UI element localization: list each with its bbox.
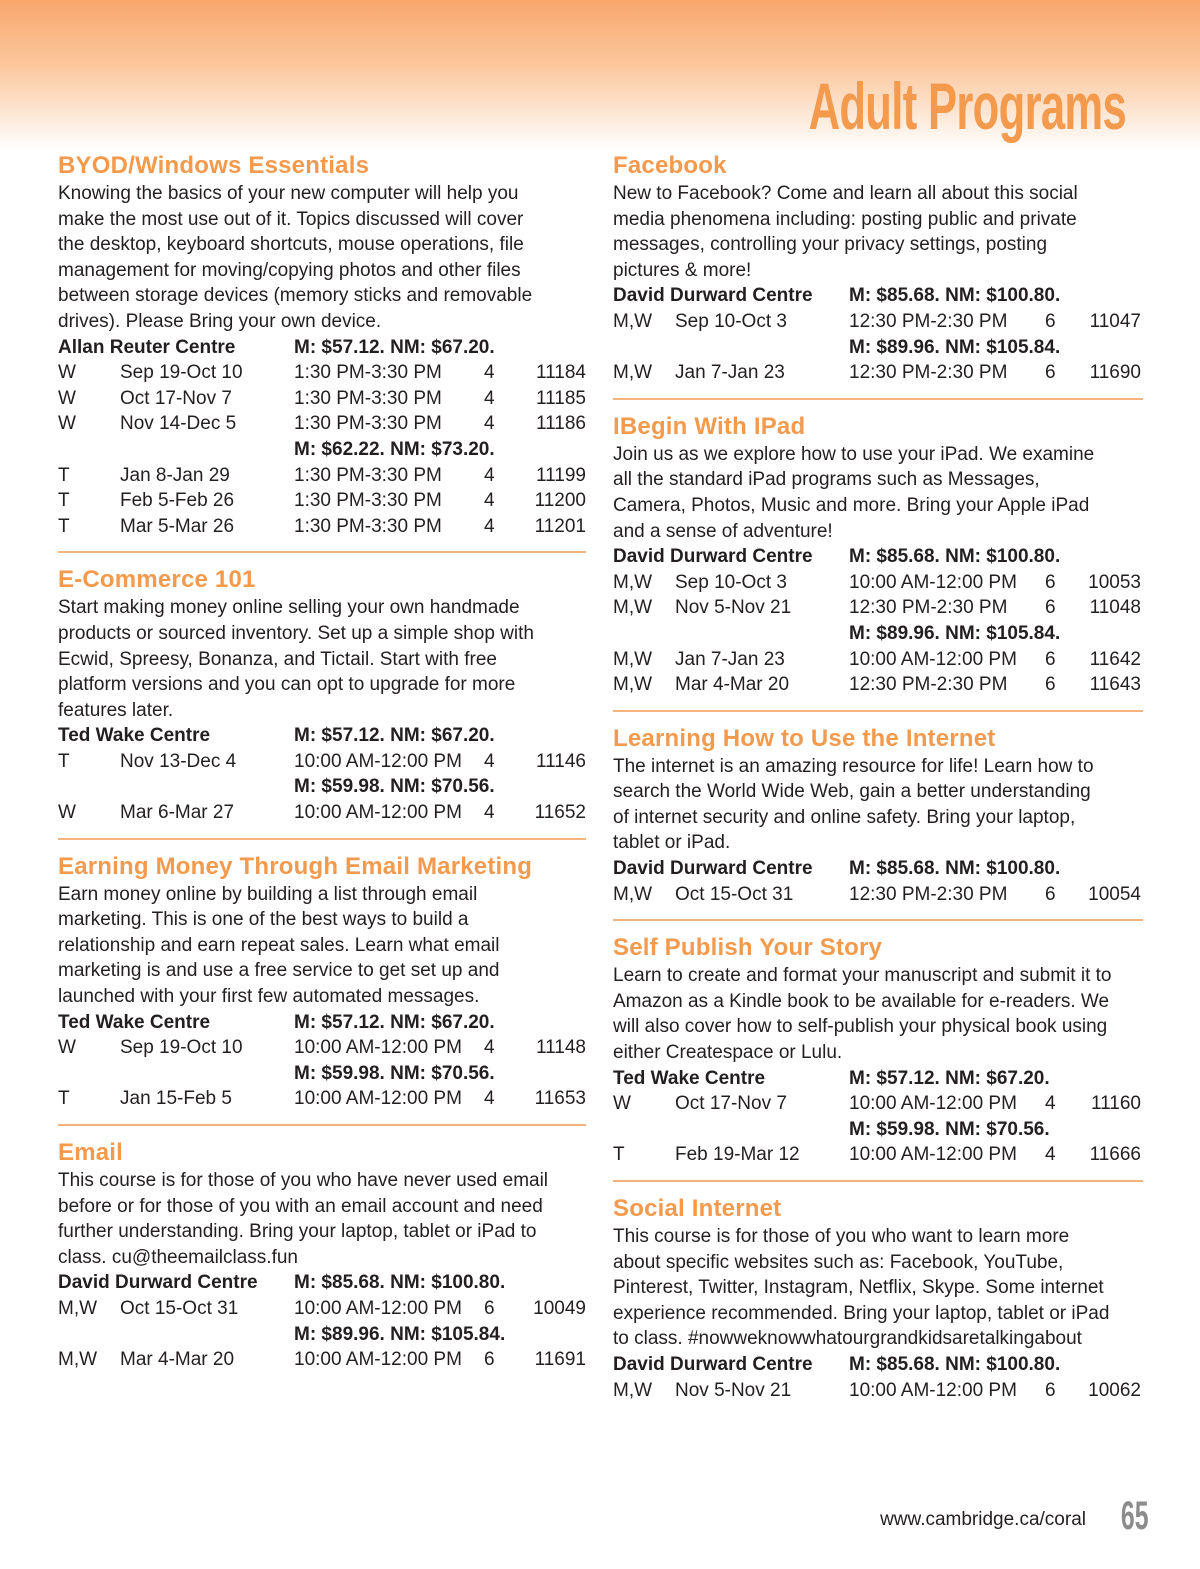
session-count: 6 — [484, 1297, 495, 1319]
session-dates: Sep 10-Oct 3 — [675, 571, 787, 593]
session-row — [58, 749, 586, 775]
session-count: 4 — [484, 464, 495, 486]
session-days: M,W — [613, 310, 653, 332]
session-dates: Jan 7-Jan 23 — [675, 362, 785, 384]
description-line: tablet or iPad. — [613, 832, 731, 854]
price-spacer — [613, 1117, 849, 1143]
description-line: marketing is and use a free service to get set up and — [58, 960, 500, 982]
price-row — [613, 335, 1143, 361]
price-row — [58, 437, 586, 463]
description-line: products or sourced inventory. Set up a simple shop with — [58, 622, 534, 644]
description-line: relationship and earn repeat sales. Learn what email — [58, 934, 500, 956]
description-line: about specific websites such as: Facebook, YouTube, — [613, 1251, 1064, 1273]
price-row — [58, 1322, 586, 1348]
course-code: 11186 — [535, 413, 586, 435]
session-row — [58, 463, 586, 489]
description-line: Start making money online selling your own handmade — [58, 597, 520, 619]
session-dates: Oct 15-Oct 31 — [120, 1297, 239, 1319]
venue-name: Ted Wake Centre — [58, 1011, 211, 1033]
description-line: between storage devices (memory sticks and removable — [58, 285, 533, 307]
session-dates: Sep 19-Oct 10 — [120, 362, 243, 384]
description-line: to class. #nowweknowwhatourgrandkidsaretalkingabout — [613, 1328, 1082, 1350]
price: M: $57.12. NM: $67.20. — [294, 725, 495, 747]
course-title: Earning Money Through Email Marketing — [58, 852, 533, 880]
session-dates: Jan 8-Jan 29 — [120, 464, 230, 486]
session-dates: Jan 15-Feb 5 — [120, 1088, 232, 1110]
course-code: 11047 — [1089, 310, 1141, 332]
course-code: 11653 — [534, 1088, 586, 1110]
price: M: $85.68. NM: $100.80. — [849, 285, 1061, 307]
session-count: 6 — [1045, 648, 1056, 670]
left-column — [58, 151, 586, 1397]
venue-row — [613, 856, 1143, 882]
course-description — [613, 181, 1143, 283]
session-time: 10:00 AM-12:00 PM — [294, 1349, 462, 1371]
session-time: 1:30 PM-3:30 PM — [294, 464, 442, 486]
course-code: 10049 — [533, 1297, 586, 1319]
session-count: 6 — [1045, 597, 1056, 619]
session-days: T — [58, 750, 70, 772]
course-section — [58, 1138, 586, 1385]
course-code: 11160 — [1090, 1093, 1141, 1115]
description-line: launched with your first few automated messages. — [58, 986, 480, 1008]
course-code: 11148 — [535, 1037, 586, 1059]
price-spacer — [613, 621, 849, 647]
course-code: 11642 — [1089, 648, 1141, 670]
session-count: 4 — [484, 1037, 495, 1059]
session-row — [58, 1347, 586, 1373]
price: M: $89.96. NM: $105.84. — [294, 1323, 506, 1345]
venue-row — [58, 335, 586, 361]
session-dates: Mar 4-Mar 20 — [675, 674, 790, 696]
session-days: M,W — [613, 648, 653, 670]
session-count: 4 — [484, 362, 495, 384]
price-spacer — [58, 1322, 294, 1348]
description-line: pictures & more! — [613, 259, 752, 281]
description-line: marketing. This is one of the best ways to build a — [58, 909, 469, 931]
price: M: $89.96. NM: $105.84. — [849, 336, 1061, 358]
course-section — [613, 1194, 1143, 1415]
session-days: W — [58, 362, 76, 384]
session-time: 1:30 PM-3:30 PM — [294, 362, 442, 384]
session-time: 12:30 PM-2:30 PM — [849, 674, 1008, 696]
venue-row — [58, 1270, 586, 1296]
right-column — [613, 151, 1143, 1427]
session-days: W — [58, 413, 76, 435]
session-time: 1:30 PM-3:30 PM — [294, 387, 442, 409]
description-line: before or for those of you with an email account and need — [58, 1195, 543, 1217]
price: M: $57.12. NM: $67.20. — [294, 1011, 495, 1033]
venue-row — [58, 723, 586, 749]
session-time: 10:00 AM-12:00 PM — [294, 1297, 462, 1319]
session-days: M,W — [613, 362, 653, 384]
course-section — [58, 565, 586, 839]
course-section — [613, 412, 1143, 712]
description-line: Knowing the basics of your new computer will help you — [58, 183, 519, 204]
description-line: experience recommended. Bring your laptop, tablet or iPad — [613, 1302, 1110, 1324]
session-row — [58, 1086, 586, 1112]
course-section — [613, 933, 1143, 1182]
course-title: BYOD/Windows Essentials — [58, 152, 370, 179]
price-spacer — [58, 437, 294, 463]
description-line: Amazon as a Kindle book to be available for e-readers. We — [613, 990, 1110, 1012]
course-description — [58, 181, 586, 335]
course-code: 11201 — [534, 515, 586, 537]
price: M: $85.68. NM: $100.80. — [849, 1353, 1061, 1375]
description-line: all the standard iPad programs such as Messages, — [613, 469, 1040, 491]
session-dates: Feb 5-Feb 26 — [120, 490, 235, 512]
venue-name: David Durward Centre — [613, 1353, 813, 1375]
description-line: The internet is an amazing resource for life! Learn how to — [613, 755, 1094, 777]
description-line: of internet security and online safety. Bring your laptop, — [613, 806, 1076, 828]
session-dates: Nov 14-Dec 5 — [120, 413, 237, 435]
course-description — [58, 882, 586, 1010]
session-row — [58, 1035, 586, 1061]
session-count: 6 — [484, 1349, 495, 1371]
course-code: 11048 — [1089, 597, 1141, 619]
session-count: 6 — [1045, 362, 1056, 384]
session-row — [613, 570, 1143, 596]
session-row — [613, 1091, 1143, 1117]
price: M: $62.22. NM: $73.20. — [294, 438, 495, 460]
session-count: 4 — [1045, 1093, 1056, 1115]
description-line: features later. — [58, 699, 174, 721]
venue-row — [613, 544, 1143, 570]
price: M: $59.98. NM: $70.56. — [294, 1062, 495, 1084]
session-dates: Oct 15-Oct 31 — [675, 883, 794, 905]
session-time: 10:00 AM-12:00 PM — [849, 1144, 1017, 1166]
session-days: W — [58, 1037, 76, 1059]
session-count: 6 — [1045, 674, 1056, 696]
price: M: $85.68. NM: $100.80. — [849, 858, 1061, 880]
description-line: Pinterest, Twitter, Instagram, Netflix, Skype. Some internet — [613, 1277, 1104, 1299]
session-time: 1:30 PM-3:30 PM — [294, 413, 442, 435]
session-days: W — [58, 802, 76, 824]
description-line: platform versions and you can opt to upgrade for more — [58, 674, 516, 696]
price-row — [58, 1061, 586, 1087]
session-count: 4 — [484, 490, 495, 512]
session-row — [613, 360, 1143, 386]
course-section — [613, 724, 1143, 922]
session-row — [58, 800, 586, 826]
description-line: messages, controlling your privacy settings, posting — [613, 234, 1048, 256]
description-line: New to Facebook? Come and learn all about this social — [613, 183, 1078, 204]
description-line: either Createspace or Lulu. — [613, 1042, 843, 1064]
session-days: W — [58, 387, 76, 409]
session-days: M,W — [613, 571, 653, 593]
session-time: 10:00 AM-12:00 PM — [849, 1093, 1017, 1115]
price-row — [613, 621, 1143, 647]
course-section — [58, 852, 586, 1126]
session-dates: Sep 10-Oct 3 — [675, 310, 787, 332]
course-code: 10054 — [1088, 883, 1141, 905]
session-count: 6 — [1045, 310, 1056, 332]
session-days: T — [613, 1144, 625, 1166]
course-description — [613, 963, 1143, 1065]
course-code: 11185 — [535, 387, 586, 409]
session-dates: Mar 5-Mar 26 — [120, 515, 235, 537]
course-title: Email — [58, 1139, 124, 1166]
session-row — [613, 672, 1143, 698]
venue-name: Allan Reuter Centre — [58, 336, 236, 358]
session-row — [613, 1378, 1143, 1404]
price: M: $57.12. NM: $67.20. — [849, 1067, 1050, 1089]
venue-row — [613, 283, 1143, 309]
course-code: 11691 — [534, 1349, 586, 1371]
session-row — [613, 882, 1143, 908]
session-count: 6 — [1045, 571, 1056, 593]
course-code: 11184 — [535, 362, 586, 384]
session-days: T — [58, 1088, 70, 1110]
description-line: will also cover how to self-publish your physical book using — [613, 1016, 1108, 1038]
description-line: and a sense of adventure! — [613, 520, 833, 542]
session-time: 10:00 AM-12:00 PM — [294, 802, 462, 824]
session-dates: Feb 19-Mar 12 — [675, 1144, 800, 1166]
course-description — [613, 442, 1143, 544]
description-line: This course is for those of you who have never used email — [58, 1170, 549, 1191]
session-dates: Mar 6-Mar 27 — [120, 802, 235, 824]
session-dates: Nov 5-Nov 21 — [675, 597, 792, 619]
session-row — [58, 411, 586, 437]
description-line: drives). Please Bring your own device. — [58, 310, 382, 332]
session-count: 6 — [1045, 883, 1056, 905]
session-time: 1:30 PM-3:30 PM — [294, 490, 442, 512]
session-days: T — [58, 464, 70, 486]
session-count: 4 — [484, 750, 495, 772]
price: M: $59.98. NM: $70.56. — [849, 1118, 1050, 1140]
session-dates: Oct 17-Nov 7 — [675, 1093, 787, 1115]
description-line: Ecwid, Spreesy, Bonanza, and Tictail. Start with free — [58, 648, 497, 670]
course-code: 11643 — [1089, 674, 1141, 696]
session-row — [613, 1142, 1143, 1168]
course-title: Social Internet — [613, 1195, 782, 1222]
course-section — [613, 151, 1143, 400]
session-days: M,W — [58, 1297, 98, 1319]
session-count: 4 — [484, 1088, 495, 1110]
course-title: E-Commerce 101 — [58, 566, 256, 594]
footer-url[interactable]: www.cambridge.ca/coral — [880, 1509, 1086, 1530]
session-row — [58, 488, 586, 514]
course-code: 10062 — [1088, 1379, 1141, 1401]
session-row — [58, 1296, 586, 1322]
session-days: M,W — [58, 1349, 98, 1371]
course-title: IBegin With IPad — [613, 412, 806, 440]
session-dates: Oct 17-Nov 7 — [120, 387, 232, 409]
course-description — [613, 1224, 1143, 1352]
session-count: 4 — [484, 387, 495, 409]
session-time: 1:30 PM-3:30 PM — [294, 515, 442, 537]
price-row — [58, 774, 586, 800]
session-time: 10:00 AM-12:00 PM — [294, 750, 462, 772]
session-days: M,W — [613, 1379, 653, 1401]
description-line: class. cu@theemailclass.fun — [58, 1246, 298, 1268]
venue-row — [613, 1066, 1143, 1092]
price-spacer — [58, 1061, 294, 1087]
price: M: $85.68. NM: $100.80. — [849, 546, 1061, 568]
course-code: 11666 — [1089, 1144, 1141, 1166]
session-dates: Sep 19-Oct 10 — [120, 1037, 243, 1059]
session-dates: Nov 13-Dec 4 — [120, 750, 237, 772]
price: M: $89.96. NM: $105.84. — [849, 622, 1061, 644]
session-days: T — [58, 490, 70, 512]
description-line: make the most use out of it. Topics discussed will cover — [58, 208, 524, 230]
session-time: 10:00 AM-12:00 PM — [849, 648, 1017, 670]
price: M: $85.68. NM: $100.80. — [294, 1272, 506, 1294]
session-time: 12:30 PM-2:30 PM — [849, 597, 1008, 619]
venue-name: David Durward Centre — [613, 285, 813, 307]
venue-row — [613, 1352, 1143, 1378]
course-title: Self Publish Your Story — [613, 934, 883, 962]
session-time: 10:00 AM-12:00 PM — [294, 1088, 462, 1110]
session-row — [58, 514, 586, 540]
session-time: 12:30 PM-2:30 PM — [849, 883, 1008, 905]
price-row — [613, 1117, 1143, 1143]
session-count: 4 — [484, 515, 495, 537]
session-time: 10:00 AM-12:00 PM — [294, 1037, 462, 1059]
price: M: $57.12. NM: $67.20. — [294, 336, 495, 358]
session-time: 12:30 PM-2:30 PM — [849, 362, 1008, 384]
description-line: Camera, Photos, Music and more. Bring your Apple iPad — [613, 494, 1090, 516]
description-line: Learn to create and format your manuscript and submit it to — [613, 965, 1112, 987]
course-description — [58, 1168, 586, 1270]
session-time: 10:00 AM-12:00 PM — [849, 571, 1017, 593]
venue-name: David Durward Centre — [613, 858, 813, 880]
venue-row — [58, 1010, 586, 1036]
course-code: 11690 — [1089, 362, 1141, 384]
session-time: 10:00 AM-12:00 PM — [849, 1379, 1017, 1401]
description-line: management for moving/copying photos and other files — [58, 259, 521, 281]
session-time: 12:30 PM-2:30 PM — [849, 310, 1008, 332]
description-line: search the World Wide Web, gain a better understanding — [613, 781, 1091, 803]
session-row — [58, 360, 586, 386]
session-row — [613, 595, 1143, 621]
course-code: 10053 — [1088, 571, 1141, 593]
session-row — [613, 647, 1143, 673]
session-count: 6 — [1045, 1379, 1056, 1401]
course-code: 11200 — [534, 490, 586, 512]
venue-name: David Durward Centre — [613, 546, 813, 568]
session-days: M,W — [613, 597, 653, 619]
price-spacer — [613, 335, 849, 361]
price-spacer — [58, 774, 294, 800]
course-code: 11199 — [535, 464, 586, 486]
course-code: 11652 — [534, 802, 586, 824]
session-days: W — [613, 1093, 631, 1115]
session-row — [613, 309, 1143, 335]
course-description — [613, 754, 1143, 856]
session-dates: Mar 4-Mar 20 — [120, 1349, 235, 1371]
session-count: 4 — [1045, 1144, 1056, 1166]
course-description — [58, 595, 586, 723]
description-line: Join us as we explore how to use your iPad. We examine — [613, 443, 1095, 465]
description-line: media phenomena including: posting public and private — [613, 208, 1077, 230]
session-dates: Nov 5-Nov 21 — [675, 1379, 792, 1401]
description-line: Earn money online by building a list through email — [58, 883, 478, 905]
description-line: This course is for those of you who want to learn more — [613, 1226, 1070, 1247]
course-section — [58, 151, 586, 553]
venue-name: Ted Wake Centre — [613, 1067, 766, 1089]
course-code: 11146 — [535, 750, 586, 772]
session-days: M,W — [613, 883, 653, 905]
session-count: 4 — [484, 802, 495, 824]
price: M: $59.98. NM: $70.56. — [294, 776, 495, 798]
page-number: 65 — [1120, 1494, 1148, 1538]
venue-name: David Durward Centre — [58, 1272, 258, 1294]
description-line: further understanding. Bring your laptop, tablet or iPad to — [58, 1221, 537, 1243]
session-row — [58, 386, 586, 412]
description-line: the desktop, keyboard shortcuts, mouse operations, file — [58, 234, 524, 256]
page-title: Adult Programs — [808, 69, 1126, 143]
session-days: M,W — [613, 674, 653, 696]
course-title: Learning How to Use the Internet — [613, 724, 996, 752]
course-title: Facebook — [613, 152, 727, 179]
venue-name: Ted Wake Centre — [58, 725, 211, 747]
session-dates: Jan 7-Jan 23 — [675, 648, 785, 670]
session-days: T — [58, 515, 70, 537]
session-count: 4 — [484, 413, 495, 435]
